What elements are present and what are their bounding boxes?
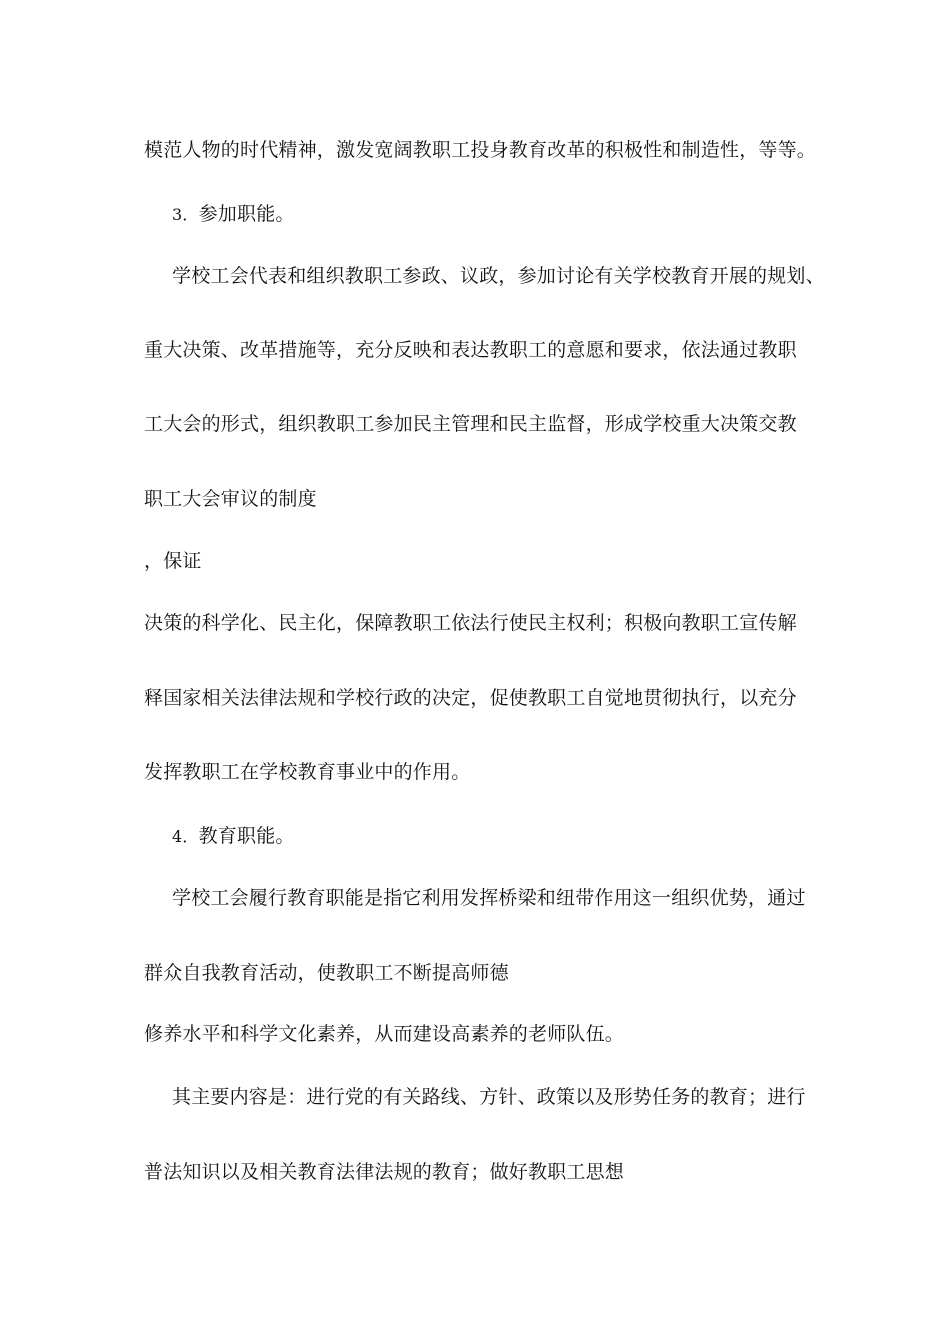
section-heading-3 [172, 201, 295, 228]
paragraph-line: 释国家相关法律法规和学校行政的决定，促使教职工自觉地贯彻执行，以充分 [144, 687, 797, 709]
paragraph-line: 其主要内容是：进行党的有关路线、方针、政策以及形势任务的教育；进行 [172, 1086, 806, 1108]
paragraph-line: 模范人物的时代精神，激发宽阔教职工投身教育改革的积极性和制造性，等等。 [144, 139, 817, 161]
section-number: 3． [172, 205, 199, 224]
paragraph-line: 群众自我教育活动，使教职工不断提高师德 [144, 962, 509, 984]
section-title: 参加职能。 [198, 203, 295, 225]
paragraph-line: 发挥教职工在学校教育事业中的作用。 [144, 761, 471, 783]
paragraph-line: 工大会的形式，组织教职工参加民主管理和民主监督，形成学校重大决策交教 [144, 413, 797, 435]
paragraph-line: ，保证 [144, 550, 202, 572]
paragraph-line: 重大决策、改革措施等，充分反映和表达教职工的意愿和要求，依法通过教职 [144, 339, 797, 361]
paragraph-line: 决策的科学化、民主化，保障教职工依法行使民主权利；积极向教职工宣传解 [144, 612, 797, 634]
paragraph-line: 修养水平和科学文化素养，从而建设高素养的老师队伍。 [144, 1023, 625, 1045]
paragraph-line: 学校工会代表和组织教职工参政、议政，参加讨论有关学校教育开展的规划、 [172, 265, 825, 287]
paragraph-line: 职工大会审议的制度 [144, 488, 317, 510]
section-title: 教育职能。 [198, 825, 295, 847]
paragraph-line: 普法知识以及相关教育法律法规的教育；做好教职工思想 [144, 1161, 625, 1183]
section-number: 4． [172, 827, 199, 846]
paragraph-line: 学校工会履行教育职能是指它利用发挥桥梁和纽带作用这一组织优势，通过 [172, 887, 806, 909]
section-heading-4 [172, 823, 295, 850]
